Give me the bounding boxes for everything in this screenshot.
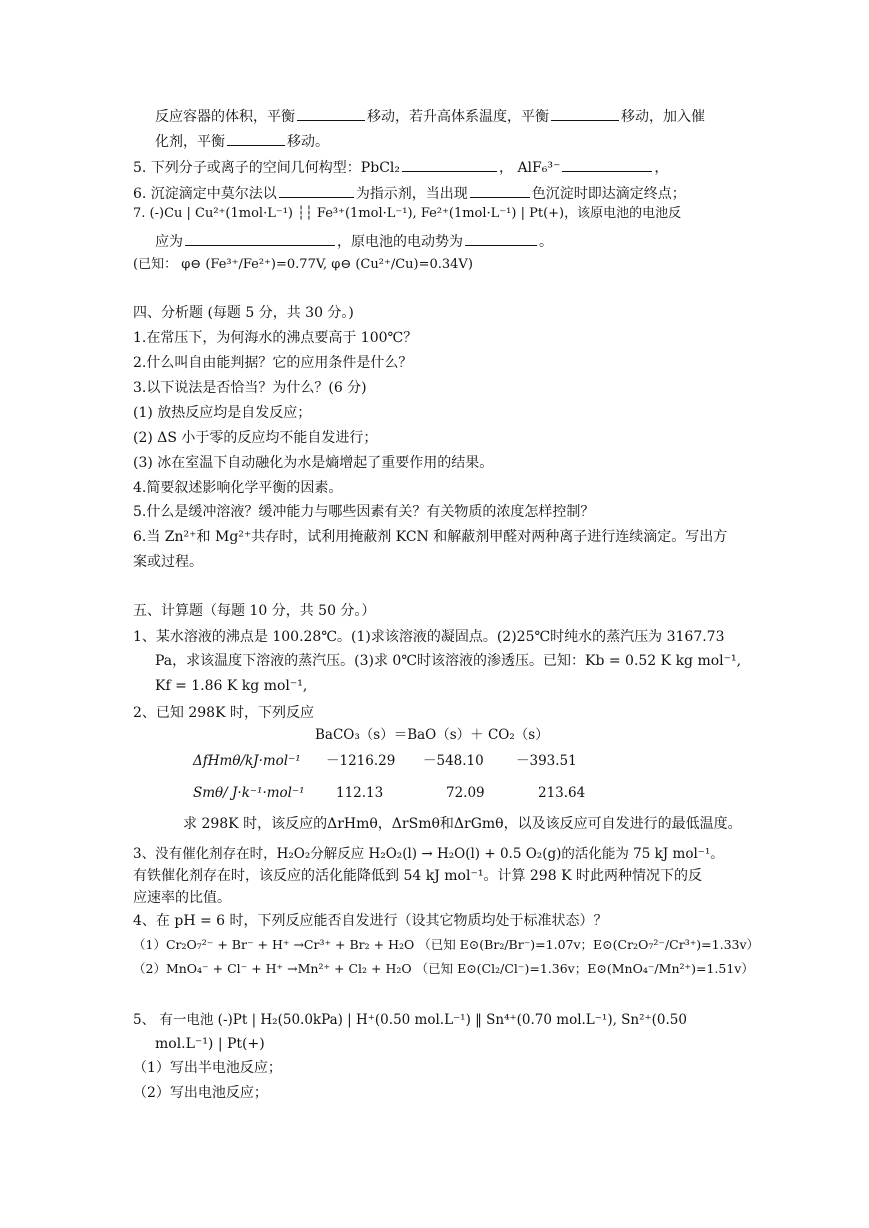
text-segment: 应为 <box>155 234 183 250</box>
value-co2: －393.51 <box>516 753 577 769</box>
section5-q2-ask: 求 298K 时，该反应的ΔrHmθ，ΔrSmθ和ΔrGmθ，以及该反应可自发进行的最低温度。 <box>183 816 742 832</box>
text-segment: 6. 沉淀滴定中莫尔法以 <box>133 186 277 202</box>
section4-q6-line2: 案或过程。 <box>133 554 203 570</box>
section5-q4: 4、在 pH = 6 时，下列反应能否自发进行（设其它物质均处于标准状态）？ <box>133 913 608 929</box>
text-segment: 反应容器的体积，平衡 <box>155 109 295 125</box>
question-7-line2 <box>155 231 553 251</box>
section5-q1: 1、某水溶液的沸点是 100.28℃。(1)求该溶液的凝固点。(2)25℃时纯水的蒸汽压为 3167.73 <box>133 629 725 645</box>
section5-q5: 5、 有一电池 (-)Pt | H₂(50.0kPa) | H⁺(0.50 mol.L⁻¹) ‖ Sn⁴⁺(0.70 mol.L⁻¹), Sn²⁺(0.50 <box>133 1012 687 1028</box>
reaction-equation: BaCO₃（s）＝BaO（s）＋ CO₂（s） <box>315 727 549 743</box>
answer-blank[interactable] <box>562 157 652 172</box>
answer-blank[interactable] <box>297 106 365 121</box>
section5-q4-item2: （2）MnO₄⁻ + Cl⁻ + H⁺ →Mn²⁺ + Cl₂ + H₂O （已知 E⊙(Cl₂/Cl⁻)=1.36v；E⊙(MnO₄⁻/Mn²⁺)=1.51v） <box>133 961 754 976</box>
question-6 <box>133 183 686 203</box>
answer-blank[interactable] <box>465 231 537 246</box>
section5-q5-item2: （2）写出电池反应； <box>133 1085 268 1101</box>
value-baco3: －1216.29 <box>326 753 396 769</box>
text-segment: 。 <box>539 234 553 250</box>
section5-q1-line2: Pa，求该温度下溶液的蒸汽压。(3)求 0℃时该溶液的渗透压。已知：Kb = 0.52 K kg mol⁻¹, <box>155 653 742 669</box>
q4-continued-line2 <box>155 131 329 151</box>
section5-q5-line2: mol.L⁻¹) | Pt(+) <box>155 1036 265 1052</box>
text-segment: ， <box>654 160 669 176</box>
section4-q5: 5.什么是缓冲溶液？缓冲能力与哪些因素有关？有关物质的浓度怎样控制？ <box>133 504 595 520</box>
section4-q3-item2: (2) ΔS 小于零的反应均不能自发进行； <box>133 430 378 446</box>
value-baco3: 112.13 <box>336 785 384 801</box>
data-row-enthalpy <box>193 752 653 772</box>
section5-q3-line2: 有铁催化剂存在时，该反应的活化能降低到 54 kJ mol⁻¹。计算 298 K 时此两种情况下的反 <box>133 868 702 884</box>
value-co2: 213.64 <box>538 785 586 801</box>
answer-blank[interactable] <box>185 231 335 246</box>
section4-q2: 2.什么叫自由能判据？它的应用条件是什么？ <box>133 355 413 371</box>
text-segment: 5. 下列分子或离子的空间几何构型：PbCl₂ <box>133 160 400 176</box>
section4-q3: 3.以下说法是否恰当？为什么？(6 分) <box>133 380 367 396</box>
section5-q5-item1: （1）写出半电池反应； <box>133 1060 282 1076</box>
text-segment: ， AlF₆³⁻ <box>499 160 561 176</box>
answer-blank[interactable] <box>227 131 285 146</box>
answer-blank[interactable] <box>402 157 497 172</box>
question-7: 7. (-)Cu | Cu²⁺(1mol·L⁻¹) ┆┆ Fe³⁺(1mol·L⁻¹), Fe²⁺(1mol·L⁻¹) | Pt(+)，该原电池的电池反 <box>133 206 682 221</box>
section5-q2: 2、已知 298K 时，下列反应 <box>133 705 314 721</box>
data-row-entropy <box>193 784 653 804</box>
section4-q3-item1: (1) 放热反应均是自发反应； <box>133 405 312 421</box>
text-segment: 移动，加入催 <box>621 109 705 125</box>
text-segment: ，原电池的电动势为 <box>337 234 463 250</box>
text-segment: 移动，若升高体系温度，平衡 <box>367 109 549 125</box>
value-bao: －548.10 <box>423 753 484 769</box>
q4-continued-line1 <box>155 106 705 126</box>
section5-q1-line3: Kf = 1.86 K kg mol⁻¹, <box>155 678 308 694</box>
known-values: (已知： φ⊖ (Fe³⁺/Fe²⁺)=0.77V, φ⊖ (Cu²⁺/Cu)=0.34V) <box>133 257 473 272</box>
section5-q3-line3: 应速率的比值。 <box>133 890 231 906</box>
section4-q1: 1.在常压下，为何海水的沸点要高于 100℃？ <box>133 330 418 346</box>
section4-q6: 6.当 Zn²⁺和 Mg²⁺共存时，试利用掩蔽剂 KCN 和解蔽剂甲醛对两种离子进行连续滴定。写出方 <box>133 529 728 545</box>
row-label: ΔfHmθ/kJ·mol⁻¹ <box>193 753 301 769</box>
text-segment: 化剂，平衡 <box>155 134 225 150</box>
row-label: Smθ/ J·k⁻¹·mol⁻¹ <box>193 785 305 801</box>
answer-blank[interactable] <box>551 106 619 121</box>
section5-title: 五、计算题（每题 10 分，共 50 分。） <box>133 603 376 619</box>
answer-blank[interactable] <box>279 183 354 198</box>
value-bao: 72.09 <box>446 785 485 801</box>
question-5 <box>133 157 668 177</box>
answer-blank[interactable] <box>470 183 530 198</box>
section4-q4: 4.简要叙述影响化学平衡的因素。 <box>133 480 343 496</box>
text-segment: 为指示剂，当出现 <box>355 186 468 202</box>
text-segment: 移动。 <box>287 134 329 150</box>
text-segment: 色沉淀时即达滴定终点； <box>531 186 686 202</box>
section4-q3-item3: (3) 冰在室温下自动融化为水是熵增起了重要作用的结果。 <box>133 455 494 471</box>
section4-title: 四、分析题 (每题 5 分，共 30 分。) <box>133 305 354 321</box>
section5-q3: 3、没有催化剂存在时，H₂O₂分解反应 H₂O₂(l) → H₂O(l) + 0.5 O₂(g)的活化能为 75 kJ mol⁻¹。 <box>133 846 724 862</box>
section5-q4-item1: （1）Cr₂O₇²⁻ + Br⁻ + H⁺ →Cr³⁺ + Br₂ + H₂O （已知 E⊙(Br₂/Br⁻)=1.07v；E⊙(Cr₂O₇²⁻/Cr³⁺)=1.33v） <box>133 937 760 952</box>
